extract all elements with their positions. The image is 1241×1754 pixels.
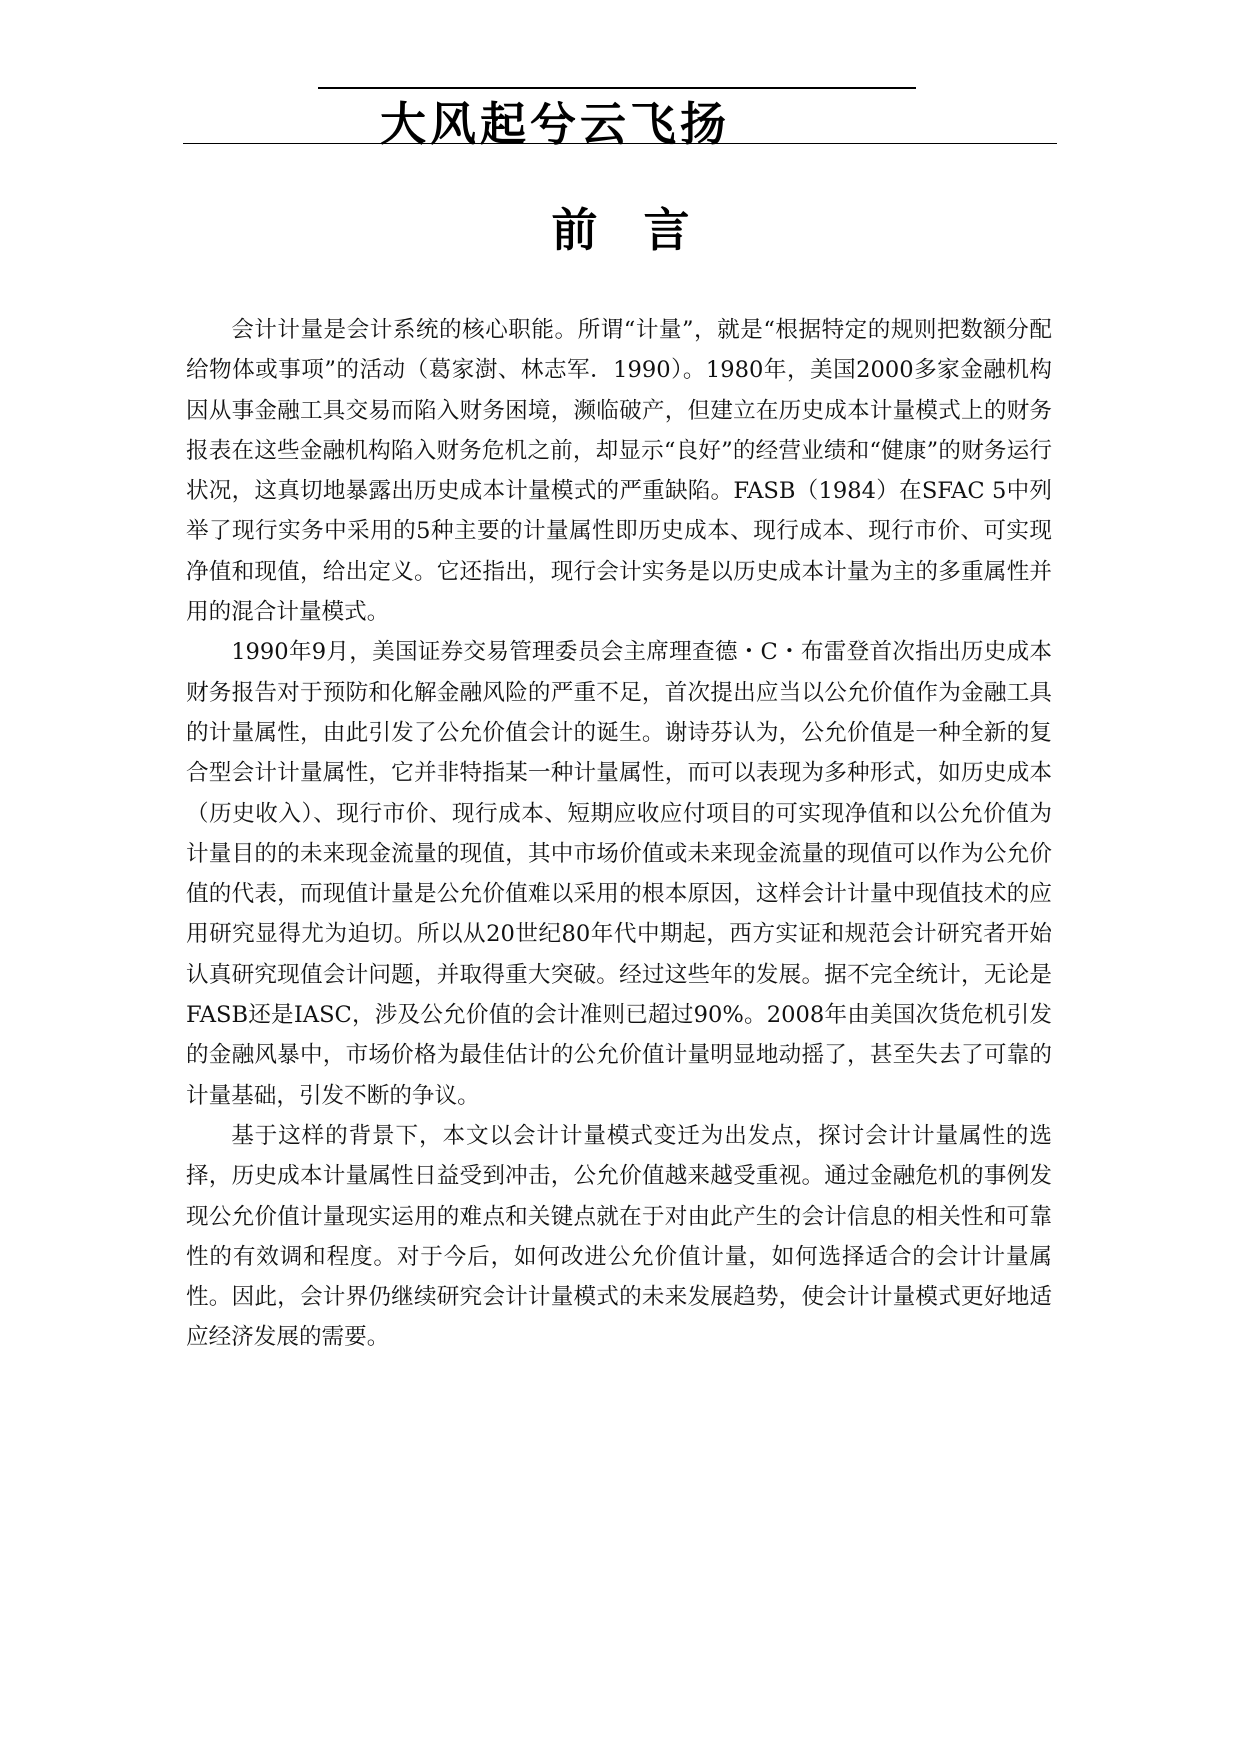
running-header-title: 大风起兮云飞扬 xyxy=(380,97,730,151)
header-top-rule xyxy=(318,87,916,89)
page-title: 前 言 xyxy=(551,203,690,257)
header-bottom-rule xyxy=(183,143,1057,144)
body-text xyxy=(186,310,1052,1358)
paragraph-3: 基于这样的背景下，本文以会计计量模式变迁为出发点，探讨会计计量属性的选择，历史成本计量属性日益受到冲击，公允价值越来越受重视。通过金融危机的事例发现公允价值计量现实运用的难点和关键点就在于对由此产生的会计信息的相关性和可靠性的有效调和程度。对于今后，如何改进公允价值计量，如何选择适合的会计计量属性。因此，会计界仍继续研究会计计量模式的未来发展趋势，使会计计量模式更好地适应经济发展的需要。 xyxy=(186,1122,1052,1351)
paragraph-2: 1990年9月，美国证券交易管理委员会主席理查德・C・布雷登首次指出历史成本财务报告对于预防和化解金融风险的严重不足，首次提出应当以公允价值作为金融工具的计量属性，由此引发了公允价值会计的诞生。谢诗芬认为，公允价值是一种全新的复合型会计计量属性，它并非特指某一种计量属性，而可以表现为多种形式，如历史成本（历史收入）、现行市价、现行成本、短期应收应付项目的可实现净值和以公允价值为计量目的的未来现金流量的现值，其中市场价值或未来现金流量的现值可以作为公允价值的代表，而现值计量是公允价值难以采用的根本原因，这样会计计量中现值技术的应用研究显得尤为迫切。所以从20世纪80年代中期起，西方实证和规范会计研究者开始认真研究现值会计问题，并取得重大突破。经过这些年的发展。据不完全统计，无论是FASB还是IASC，涉及公允价值的会计准则已超过90%。2008年由美国次货危机引发的金融风暴中，市场价格为最佳估计的公允价值计量明显地动摇了，甚至失去了可靠的计量基础，引发不断的争议。 xyxy=(186,639,1052,1109)
paragraph-1: 会计计量是会计系统的核心职能。所谓“计量”，就是“根据特定的规则把数额分配给物体或事项”的活动（葛家澍、林志军．1990）。1980年，美国2000多家金融机构因从事金融工具交易而陷入财务困境，濒临破产，但建立在历史成本计量模式上的财务报表在这些金融机构陷入财务危机之前，却显示“良好”的经营业绩和“健康”的财务运行状况，这真切地暴露出历史成本计量模式的严重缺陷。FASB（1984）在SFAC 5中列举了现行实务中采用的5种主要的计量属性即历史成本、现行成本、现行市价、可实现净值和现值，给出定义。它还指出，现行会计实务是以历史成本计量为主的多重属性并用的混合计量模式。 xyxy=(186,317,1052,626)
